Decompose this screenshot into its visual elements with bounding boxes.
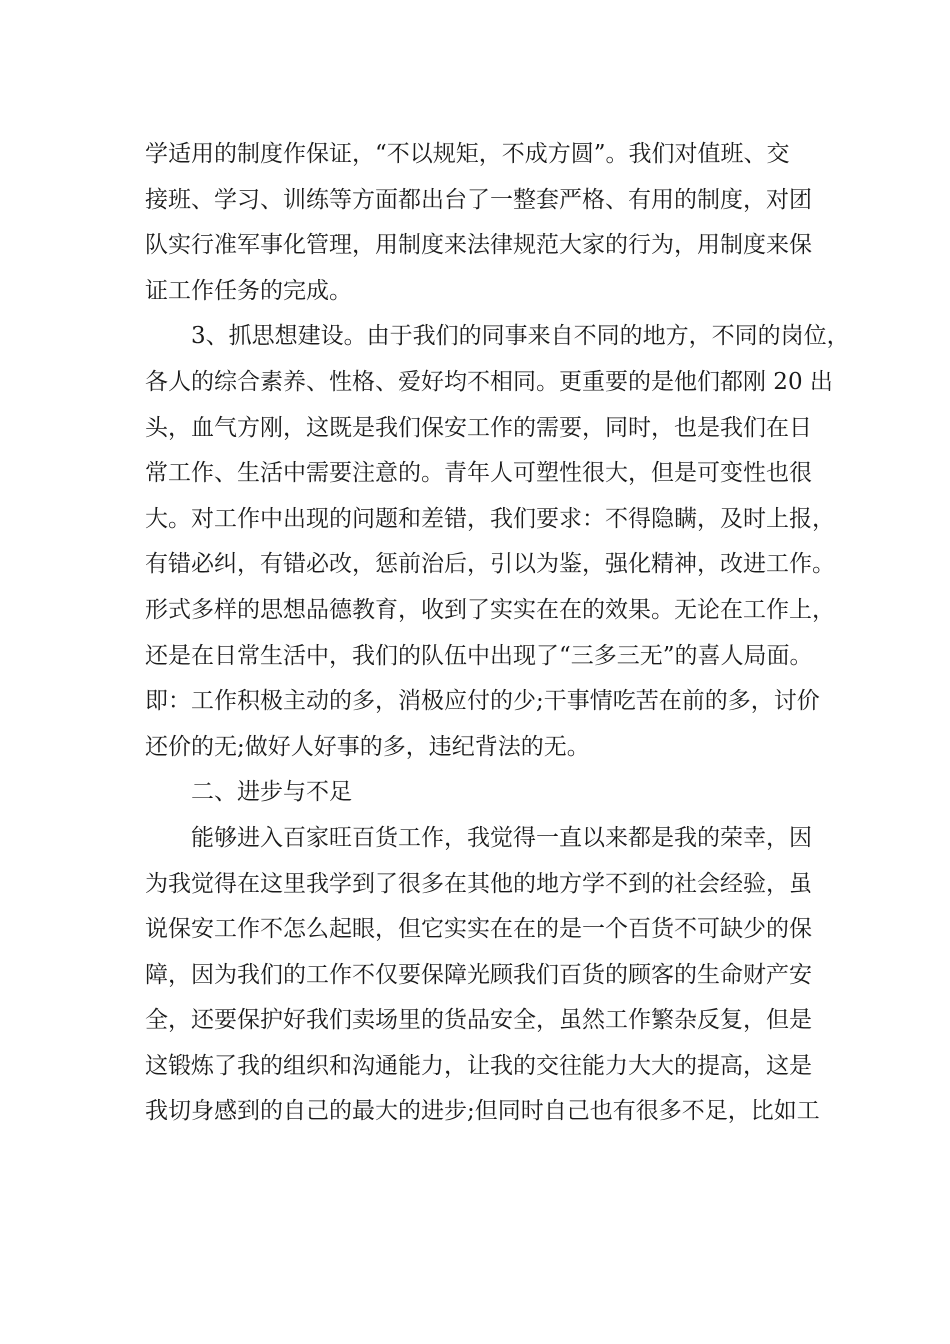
text-line: 有错必纠，有错必改，惩前治后，引以为鉴，强化精神，改进工作。 bbox=[145, 551, 835, 578]
text-line: 障，因为我们的工作不仅要保障光顾我们百货的顾客的生命财产安 bbox=[145, 961, 812, 988]
text-line: 队实行准军事化管理，用制度来法律规范大家的行为，用制度来保 bbox=[145, 232, 812, 259]
text-line: 学适用的制度作保证，“不以规矩，不成方圆”。我们对值班、交 bbox=[145, 141, 790, 167]
text-line: 证工作任务的完成。 bbox=[145, 277, 352, 304]
document-body bbox=[145, 132, 850, 1135]
text-line: 说保安工作不怎么起眼，但它实实在在的是一个百货不可缺少的保 bbox=[145, 916, 812, 943]
text-line: 能够进入百家旺百货工作，我觉得一直以来都是我的荣幸，因 bbox=[191, 824, 812, 851]
text-line: 各人的综合素养、性格、爱好均不相同。更重要的是他们都刚 20 出 bbox=[145, 368, 833, 395]
text-line: 常工作、生活中需要注意的。青年人可塑性很大，但是可变性也很 bbox=[145, 460, 812, 487]
text-line: 大。对工作中出现的问题和差错，我们要求：不得隐瞒，及时上报， bbox=[145, 505, 835, 532]
text-line: 头，血气方刚，这既是我们保安工作的需要，同时，也是我们在日 bbox=[145, 414, 812, 441]
text-line: 3、抓思想建设。由于我们的同事来自不同的地方，不同的岗位， bbox=[191, 323, 850, 350]
text-line: 全，还要保护好我们卖场里的货品安全，虽然工作繁杂反复，但是 bbox=[145, 1007, 812, 1034]
text-line: 还价的无;做好人好事的多，违纪背法的无。 bbox=[145, 733, 590, 760]
text-line: 这锻炼了我的组织和沟通能力，让我的交往能力大大的提高，这是 bbox=[145, 1052, 812, 1079]
section-heading: 二、进步与不足 bbox=[191, 779, 352, 806]
text-line: 还是在日常生活中，我们的队伍中出现了“三多三无”的喜人局面。 bbox=[145, 642, 813, 669]
text-line: 为我觉得在这里我学到了很多在其他的地方学不到的社会经验，虽 bbox=[145, 870, 812, 897]
text-line: 形式多样的思想品德教育，收到了实实在在的效果。无论在工作上， bbox=[145, 596, 835, 623]
text-line: 即：工作积极主动的多，消极应付的少;干事情吃苦在前的多，讨价 bbox=[145, 688, 820, 715]
text-line: 接班、学习、训练等方面都出台了一整套严格、有用的制度，对团 bbox=[145, 186, 812, 213]
text-line: 我切身感到的自己的最大的进步;但同时自己也有很多不足，比如工 bbox=[145, 1098, 820, 1125]
